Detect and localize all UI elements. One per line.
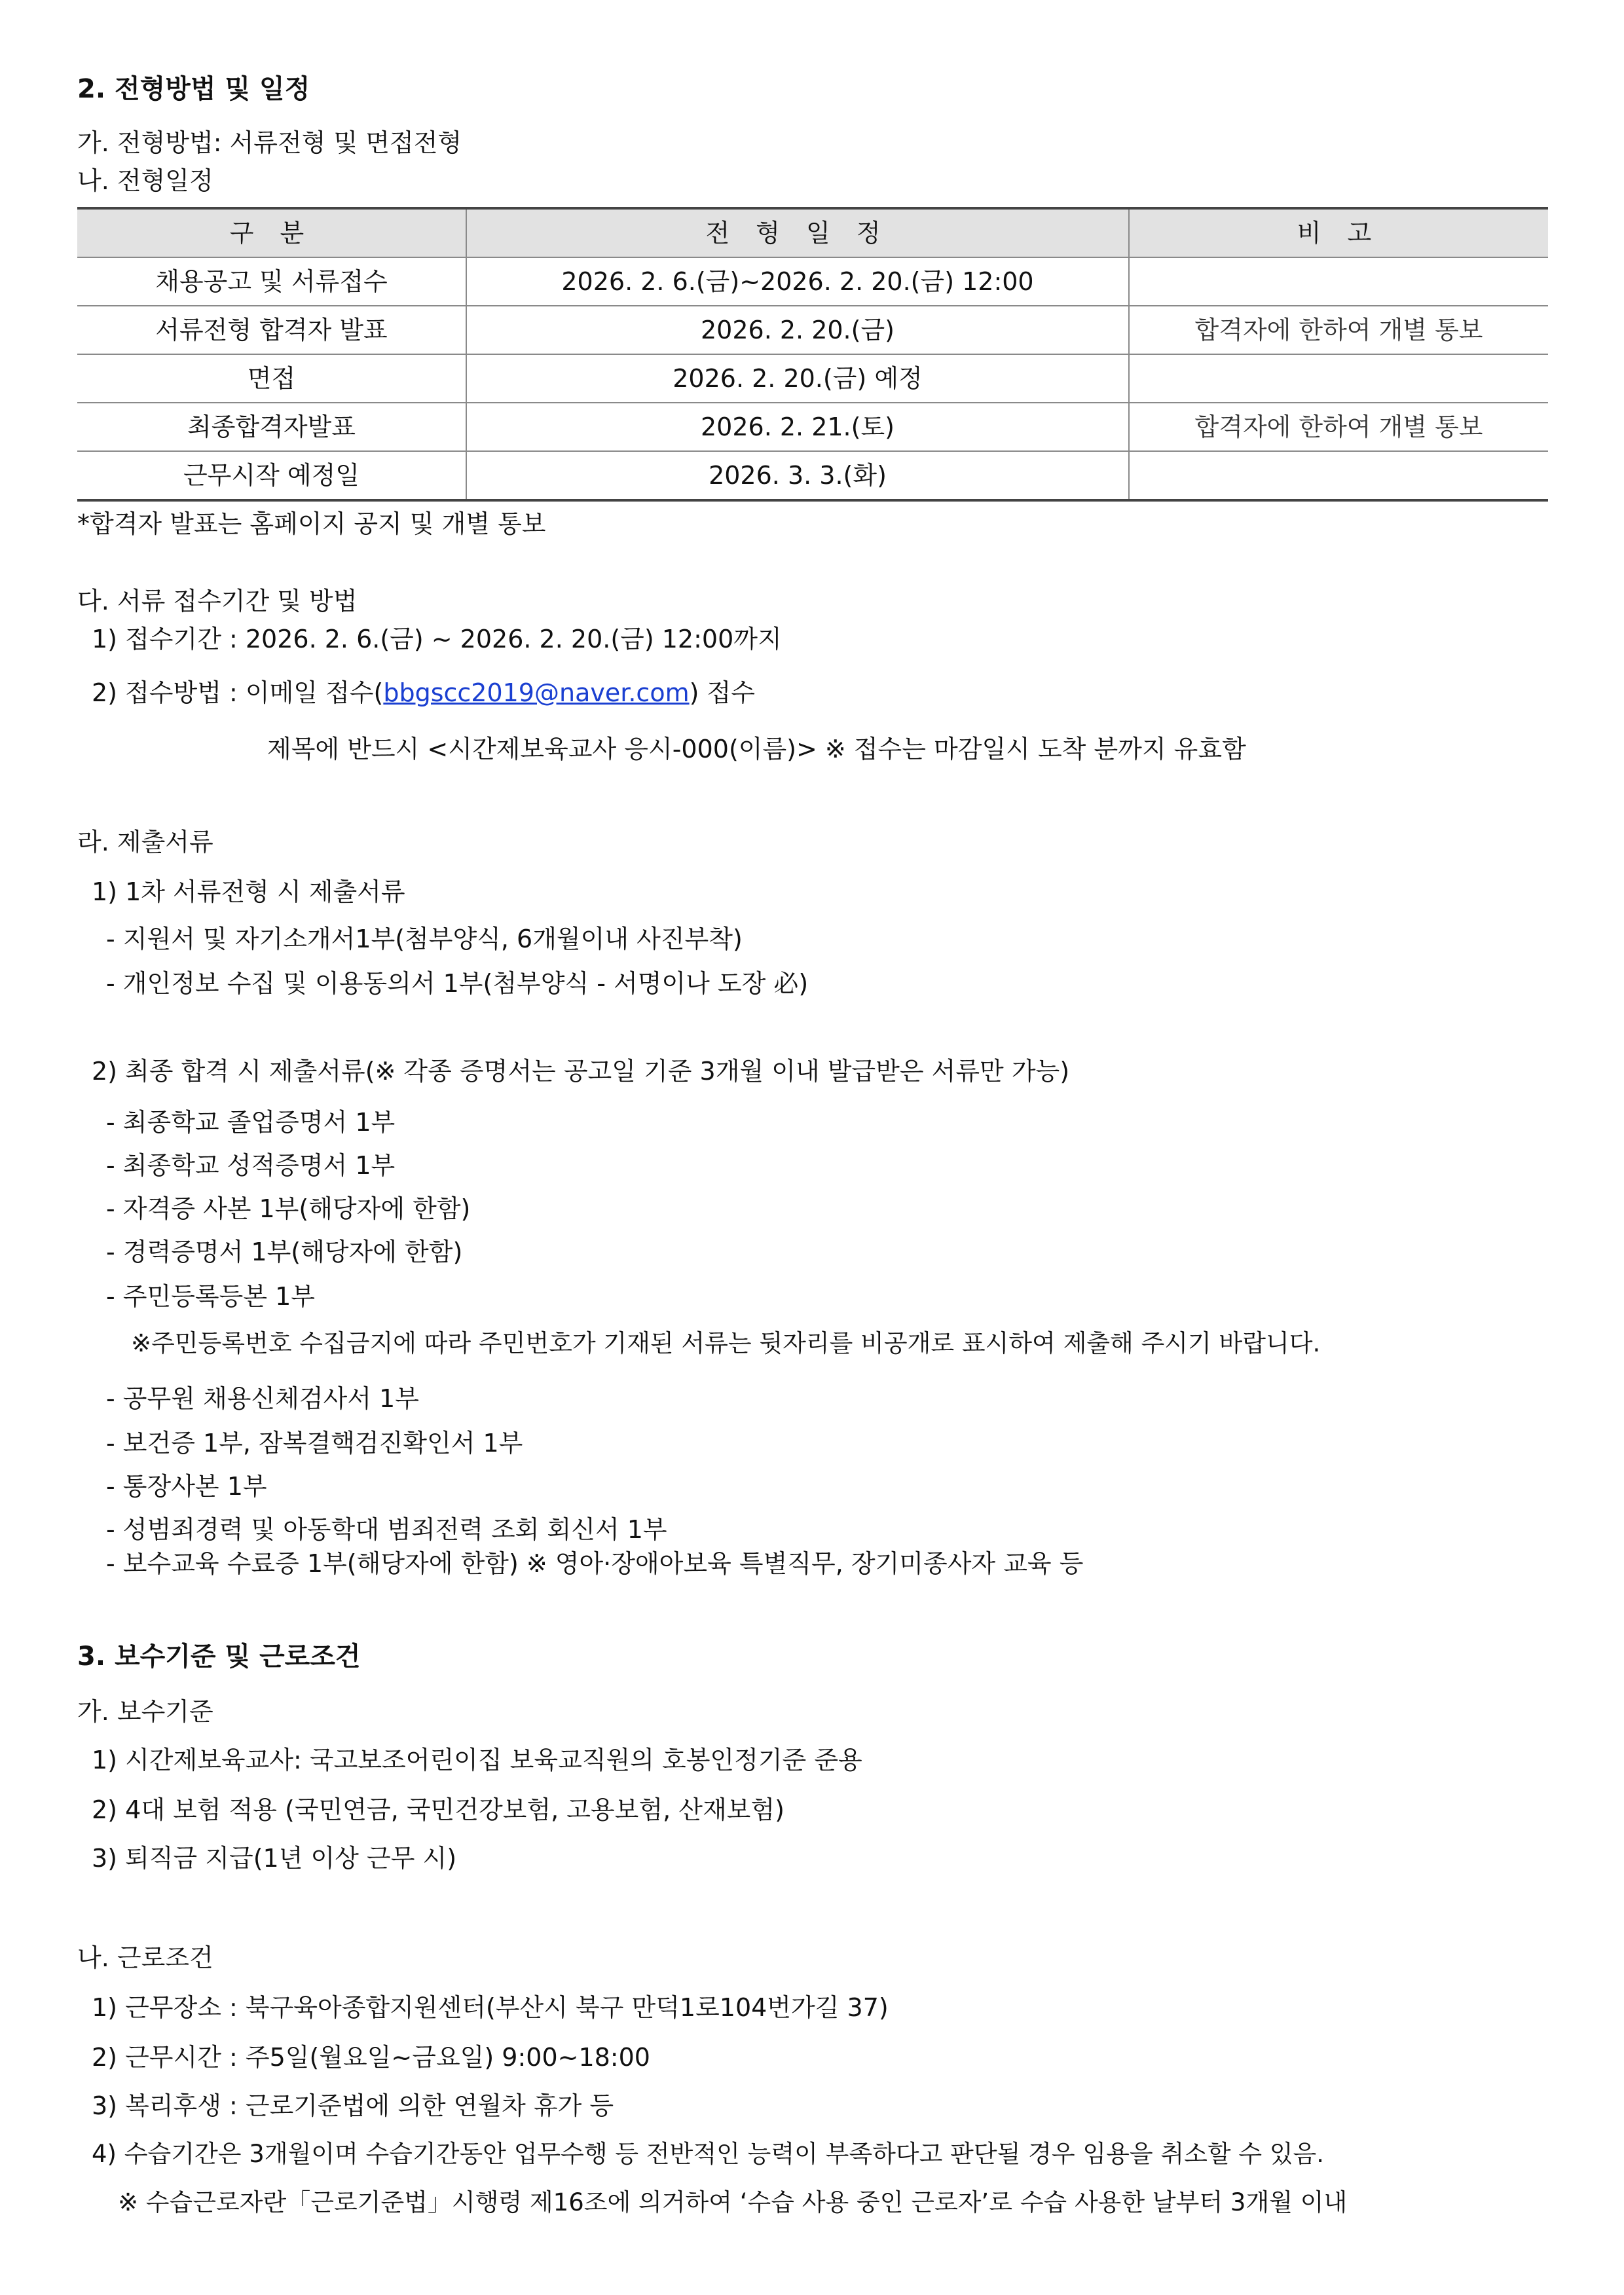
table-cell: 합격자에 한하여 개별 통보: [1129, 403, 1548, 451]
list-item: - 주민등록등본 1부: [106, 1282, 316, 1311]
table-cell: 채용공고 및 서류접수: [77, 257, 466, 306]
table-row: [77, 257, 1548, 306]
list-item: - 경력증명서 1부(해당자에 한함): [106, 1238, 463, 1266]
application-method-prefix: 2) 접수방법 : 이메일 접수(: [92, 678, 384, 707]
table-cell: 2026. 2. 20.(금): [466, 306, 1129, 354]
section-2-heading: 2. 전형방법 및 일정: [77, 74, 310, 104]
list-item: 2) 근무시간 : 주5일(월요일~금요일) 9:00~18:00: [92, 2043, 650, 2072]
section-3-heading: 3. 보수기준 및 근로조건: [77, 1642, 361, 1672]
list-item: - 지원서 및 자기소개서1부(첨부양식, 6개월이내 사진부착): [106, 925, 743, 953]
table-cell: 2026. 2. 21.(토): [466, 403, 1129, 451]
list-item: - 보수교육 수료증 1부(해당자에 한함) ※ 영아·장애아보육 특별직무, 장기미종사자 교육 등: [106, 1549, 1084, 1578]
list-item: - 최종학교 성적증명서 1부: [106, 1151, 396, 1180]
table-cell: 2026. 3. 3.(화): [466, 451, 1129, 500]
selection-method: 가. 전형방법: 서류전형 및 면접전형: [77, 128, 462, 157]
list-item: - 성범죄경력 및 아동학대 범죄전력 조회 회신서 1부: [106, 1515, 667, 1544]
documents-title: 라. 제출서류: [77, 828, 213, 856]
application-method: [92, 677, 755, 708]
application-period: 1) 접수기간 : 2026. 2. 6.(금) ~ 2026. 2. 20.(금) 12:00까지: [92, 625, 782, 653]
list-item: 1) 근무장소 : 북구육아종합지원센터(부산시 북구 만덕1로104번가길 37): [92, 1993, 889, 2022]
schedule-table: [77, 207, 1548, 502]
list-item: - 공무원 채용신체검사서 1부: [106, 1384, 419, 1413]
list-item: - 최종학교 졸업증명서 1부: [106, 1108, 396, 1137]
header-category: 구 분: [77, 208, 466, 257]
table-cell: [1129, 354, 1548, 403]
subject-note: 제목에 반드시 <시간제보육교사 응시-000(이름)> ※ 접수는 마감일시 도착 분까지 유효함: [267, 735, 1246, 763]
list-item: - 개인정보 수집 및 이용동의서 1부(첨부양식 - 서명이나 도장 必): [106, 969, 809, 998]
pay-title: 가. 보수기준: [77, 1697, 213, 1726]
table-row: [77, 306, 1548, 354]
list-item: 1) 시간제보육교사: 국고보조어린이집 보육교직원의 호봉인정기준 준용: [92, 1746, 862, 1774]
list-item: - 보건증 1부, 잠복결핵검진확인서 1부: [106, 1429, 523, 1458]
table-cell: 2026. 2. 20.(금) 예정: [466, 354, 1129, 403]
first-round-docs-title: 1) 1차 서류전형 시 제출서류: [92, 877, 405, 906]
table-cell: 2026. 2. 6.(금)~2026. 2. 20.(금) 12:00: [466, 257, 1129, 306]
resident-number-note: ※주민등록번호 수집금지에 따라 주민번호가 기재된 서류는 뒷자리를 비공개로 표시하여 제출해 주시기 바랍니다.: [131, 1329, 1321, 1357]
work-conditions-title: 나. 근로조건: [77, 1943, 213, 1972]
header-schedule: 전 형 일 정: [466, 208, 1129, 257]
probation-note: ※ 수습근로자란「근로기준법」시행령 제16조에 의거하여 ‘수습 사용 중인 근로자’로 수습 사용한 날부터 3개월 이내: [118, 2188, 1348, 2216]
list-item: 2) 4대 보험 적용 (국민연금, 국민건강보험, 고용보험, 산재보험): [92, 1795, 784, 1824]
email-link[interactable]: bbgscc2019@naver.com: [383, 678, 690, 707]
final-docs-title: 2) 최종 합격 시 제출서류(※ 각종 증명서는 공고일 기준 3개월 이내 발급받은 서류만 가능): [92, 1057, 1070, 1086]
list-item: - 자격증 사본 1부(해당자에 한함): [106, 1194, 471, 1223]
list-item: 3) 퇴직금 지급(1년 이상 근무 시): [92, 1844, 457, 1873]
schedule-title: 나. 전형일정: [77, 166, 213, 195]
table-cell: 근무시작 예정일: [77, 451, 466, 500]
table-cell: 면접: [77, 354, 466, 403]
table-footnote: *합격자 발표는 홈페이지 공지 및 개별 통보: [77, 509, 546, 538]
table-header-row: [77, 208, 1548, 257]
table-row: [77, 403, 1548, 451]
application-method-suffix: ) 접수: [689, 678, 755, 707]
table-row: [77, 451, 1548, 500]
table-cell: 최종합격자발표: [77, 403, 466, 451]
table-cell: 합격자에 한하여 개별 통보: [1129, 306, 1548, 354]
table-cell: [1129, 257, 1548, 306]
table-cell: 서류전형 합격자 발표: [77, 306, 466, 354]
application-title: 다. 서류 접수기간 및 방법: [77, 587, 358, 615]
table-row: [77, 354, 1548, 403]
header-remarks: 비 고: [1129, 208, 1548, 257]
list-item: - 통장사본 1부: [106, 1472, 267, 1501]
list-item: 4) 수습기간은 3개월이며 수습기간동안 업무수행 등 전반적인 능력이 부족하다고 판단될 경우 임용을 취소할 수 있음.: [92, 2140, 1325, 2168]
list-item: 3) 복리후생 : 근로기준법에 의한 연월차 휴가 등: [92, 2091, 614, 2120]
table-cell: [1129, 451, 1548, 500]
